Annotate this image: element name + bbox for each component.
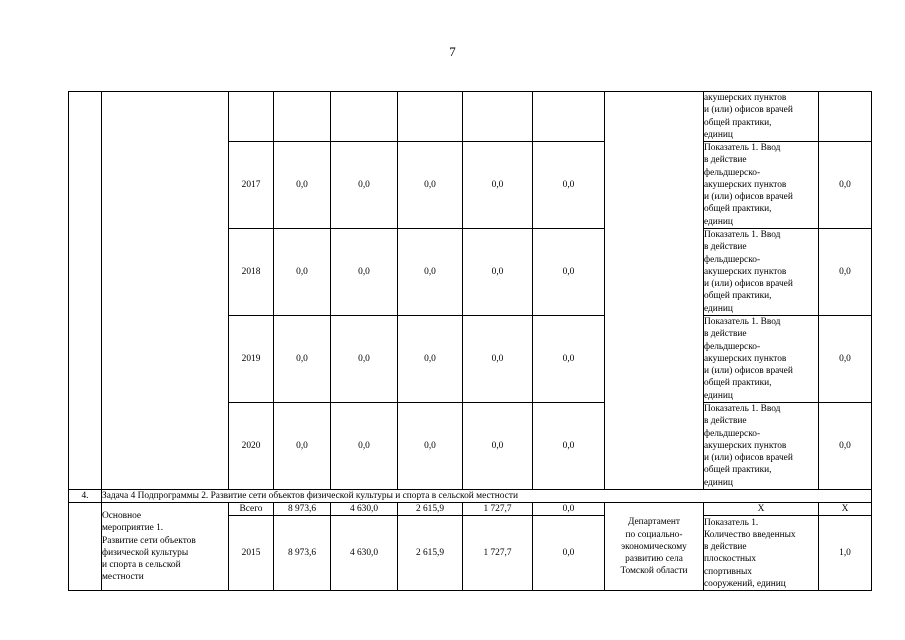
indicator-line: единиц <box>704 477 733 488</box>
value-cell: 0,0 <box>533 516 605 591</box>
indicator-cell: Х <box>704 503 819 516</box>
empty-cell <box>331 92 398 142</box>
year-cell: 2019 <box>229 316 274 403</box>
department-line: развитию села <box>625 553 683 564</box>
indicator-line: общей практики, <box>704 117 772 128</box>
department-line: по социально- <box>625 529 683 540</box>
indicator-value: 0,0 <box>819 316 872 403</box>
department-line: Томской области <box>620 566 688 577</box>
indicator-line: плоскостных <box>704 554 757 565</box>
department-line: экономическому <box>621 541 687 552</box>
indicator-line: Показатель 1. Ввод <box>704 404 781 415</box>
activity-name <box>102 503 229 591</box>
table-row <box>69 92 872 142</box>
empty-cell <box>398 92 463 142</box>
indicator-line: фельдшерско- <box>704 341 761 352</box>
indicator-value: 0,0 <box>819 403 872 490</box>
indicator-line: Количество введенных <box>704 530 796 540</box>
department-line: Департамент <box>628 517 680 528</box>
value-cell: 0,0 <box>331 316 398 403</box>
empty-cell <box>819 92 872 142</box>
indicator-cell <box>704 92 819 142</box>
value-cell: 0,0 <box>533 229 605 316</box>
program-table <box>68 91 872 591</box>
indicator-line: общей практики, <box>704 204 772 215</box>
indicator-cell <box>704 142 819 229</box>
value-cell: 0,0 <box>331 229 398 316</box>
activity-name-line: местности <box>102 572 144 583</box>
indicator-line: в действие <box>704 155 747 166</box>
value-cell: 0,0 <box>398 142 463 229</box>
task-number: 4. <box>69 490 102 503</box>
indicator-line: акушерских пунктов <box>704 93 787 104</box>
value-cell: 8 973,6 <box>274 503 331 516</box>
indicator-line: общей практики, <box>704 291 772 302</box>
activity-name-line: Развитие сети объектов <box>102 535 196 546</box>
indicator-line: единиц <box>704 303 733 314</box>
indicator-line: и (или) офисов врачей <box>704 279 793 290</box>
empty-cell <box>102 92 229 490</box>
value-cell: 0,0 <box>463 403 533 490</box>
value-cell: 2 615,9 <box>398 516 463 591</box>
value-cell: 0,0 <box>274 316 331 403</box>
page-number: 7 <box>449 44 456 59</box>
indicator-line: фельдшерско- <box>704 167 761 178</box>
indicator-line: акушерских пунктов <box>704 440 787 451</box>
indicator-line: и (или) офисов врачей <box>704 453 793 464</box>
indicator-line: в действие <box>704 329 747 340</box>
indicator-line: в действие <box>704 542 747 553</box>
indicator-cell <box>704 229 819 316</box>
indicator-value: Х <box>819 503 872 516</box>
year-cell: Всего <box>229 503 274 516</box>
indicator-line: в действие <box>704 242 747 253</box>
empty-cell <box>463 92 533 142</box>
task-row <box>69 490 872 503</box>
indicator-line: единиц <box>704 216 733 227</box>
value-cell: 0,0 <box>331 142 398 229</box>
value-cell: 0,0 <box>463 316 533 403</box>
indicator-line: единиц <box>704 390 733 401</box>
indicator-line: и (или) офисов врачей <box>704 105 793 116</box>
value-cell: 8 973,6 <box>274 516 331 591</box>
indicator-line: Показатель 1. Ввод <box>704 317 781 328</box>
empty-cell <box>274 92 331 142</box>
value-cell: 0,0 <box>398 316 463 403</box>
activity-name-line: и спорта в сельской <box>102 560 181 570</box>
indicator-line: акушерских пунктов <box>704 353 787 364</box>
indicator-line: Показатель 1. Ввод <box>704 143 781 154</box>
value-cell: 4 630,0 <box>331 503 398 516</box>
department-cell <box>605 503 704 591</box>
empty-cell <box>229 92 274 142</box>
task-title: Задача 4 Подпрограммы 2. Развитие сети объектов физической культуры и спорта в сельской местности <box>102 490 872 503</box>
indicator-line: и (или) офисов врачей <box>704 192 793 203</box>
value-cell: 0,0 <box>533 403 605 490</box>
indicator-value: 1,0 <box>819 516 872 591</box>
indicator-line: Показатель 1. <box>704 517 759 528</box>
indicator-line: сооружений, единиц <box>704 578 786 589</box>
indicator-cell <box>704 516 819 591</box>
value-cell: 0,0 <box>274 403 331 490</box>
indicator-line: в действие <box>704 416 747 427</box>
value-cell: 2 615,9 <box>398 503 463 516</box>
indicator-cell <box>704 316 819 403</box>
value-cell: 0,0 <box>398 403 463 490</box>
indicator-line: спортивных <box>704 566 752 577</box>
year-cell: 2020 <box>229 403 274 490</box>
value-cell: 0,0 <box>533 142 605 229</box>
indicator-line: и (или) офисов врачей <box>704 366 793 377</box>
value-cell: 0,0 <box>331 403 398 490</box>
indicator-line: акушерских пунктов <box>704 266 787 277</box>
empty-cell <box>69 92 102 490</box>
indicator-line: фельдшерско- <box>704 254 761 265</box>
value-cell: 0,0 <box>398 229 463 316</box>
value-cell: 0,0 <box>274 142 331 229</box>
value-cell: 1 727,7 <box>463 503 533 516</box>
value-cell: 0,0 <box>533 503 605 516</box>
indicator-value: 0,0 <box>819 229 872 316</box>
indicator-line: общей практики, <box>704 465 772 476</box>
table-row <box>69 503 872 516</box>
year-cell: 2015 <box>229 516 274 591</box>
indicator-line: акушерских пунктов <box>704 179 787 190</box>
indicator-line: фельдшерско- <box>704 428 761 439</box>
value-cell: 0,0 <box>533 316 605 403</box>
indicator-line: общей практики, <box>704 378 772 389</box>
value-cell: 1 727,7 <box>463 516 533 591</box>
indicator-line: Показатель 1. Ввод <box>704 230 781 241</box>
activity-name-line: мероприятие 1. <box>102 523 164 534</box>
year-cell: 2017 <box>229 142 274 229</box>
value-cell: 0,0 <box>274 229 331 316</box>
value-cell: 0,0 <box>463 142 533 229</box>
activity-name-line: Основное <box>102 511 142 522</box>
empty-cell <box>605 92 704 490</box>
indicator-line: единиц <box>704 129 733 140</box>
indicator-value: 0,0 <box>819 142 872 229</box>
value-cell: 4 630,0 <box>331 516 398 591</box>
empty-cell <box>533 92 605 142</box>
year-cell: 2018 <box>229 229 274 316</box>
activity-name-line: физической культуры <box>102 547 189 558</box>
indicator-cell <box>704 403 819 490</box>
empty-cell <box>69 503 102 591</box>
value-cell: 0,0 <box>463 229 533 316</box>
